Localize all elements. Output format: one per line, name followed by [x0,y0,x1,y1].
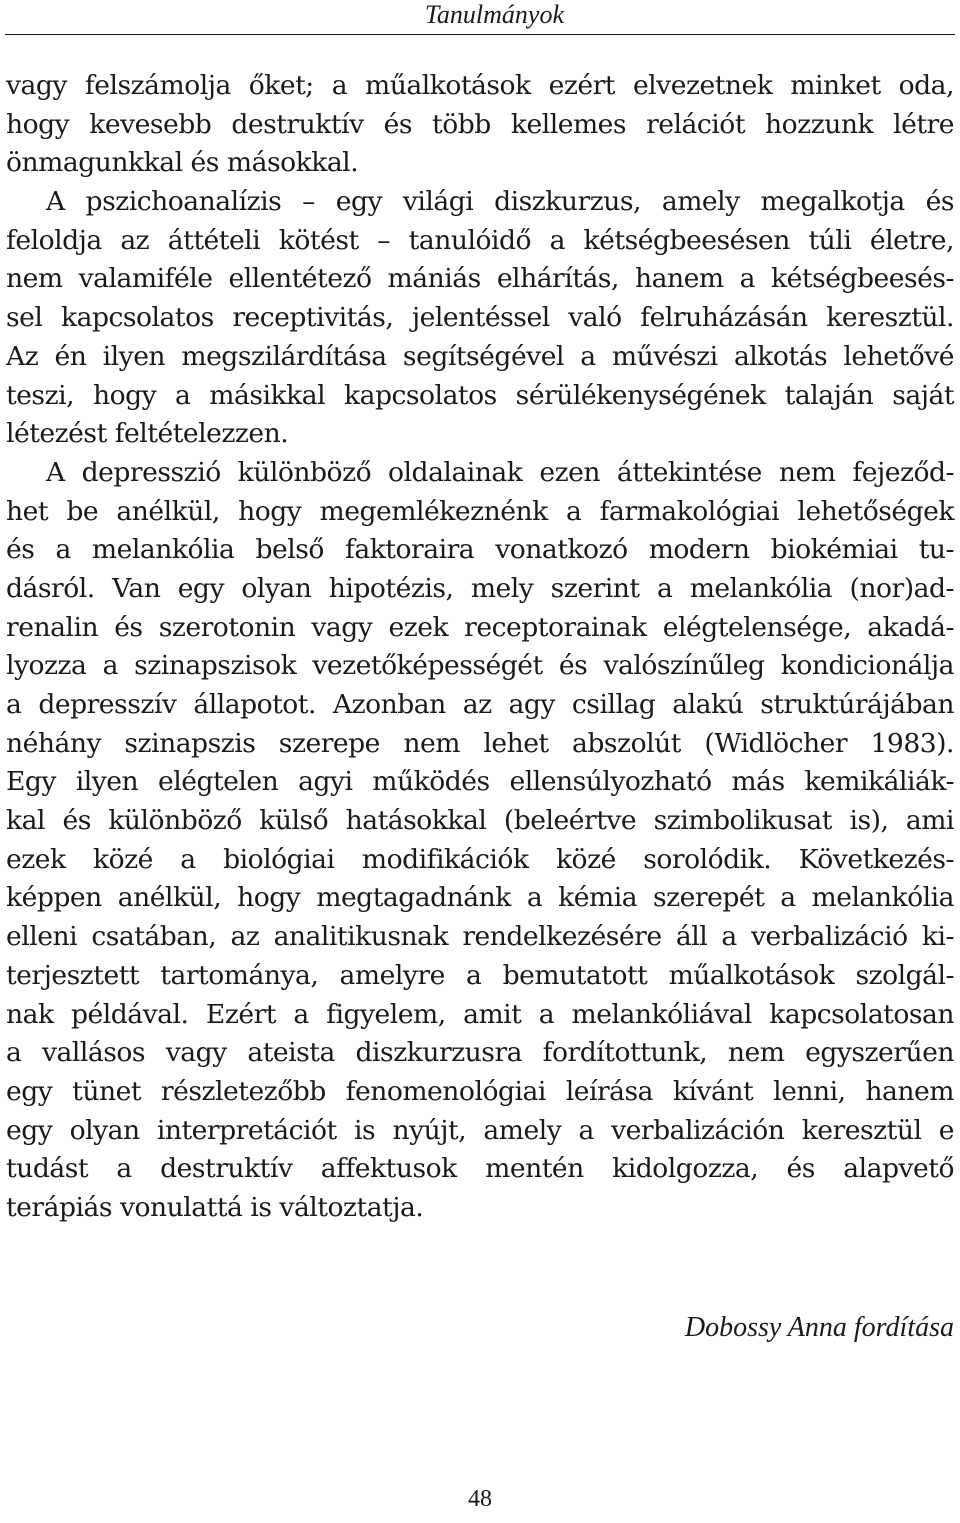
text-line: A depresszió különböző oldalainak ezen áttekintése nem fejeződ- [46,456,954,488]
running-header [0,0,960,34]
text-line: elleni csatában, az analitikusnak rendelkezésére áll a verbalizáció ki- [6,921,954,953]
text-line: teszi, hogy a másikkal kapcsolatos sérülékenységének talaján saját [6,379,954,411]
text-line: kal és különböző külső hatásokkal (beleértve szimbolikusat is), ami [6,805,954,837]
text-line: Egy ilyen elégtelen agyi működés ellensúlyozható más kemikáliák- [6,766,954,798]
text-line: néhány szinapszis szerepe nem lehet abszolút (Widlöcher 1983). [6,727,954,759]
text-line: het be anélkül, hogy megemlékeznénk a farmakológiai lehetőségek [6,495,954,527]
article-body [6,67,954,1228]
text-line: sel kapcsolatos receptivitás, jelentéssel való felruházásán keresztül. [6,302,954,334]
text-line: renalin és szerotonin vagy ezek receptorainak elégtelensége, akadá- [6,611,954,643]
text-line: és a melankólia belső faktoraira vonatkozó modern biokémiai tu- [6,534,954,566]
page-number: 48 [468,1486,492,1512]
text-line: képpen anélkül, hogy megtagadnánk a kémia szerepét a melankólia [6,882,954,914]
header-rule [5,34,955,35]
text-line: Az én ilyen megszilárdítása segítségével a művészi alkotás lehetővé [6,340,954,372]
text-line: vagy felszámolja őket; a műalkotások ezért elvezetnek minket oda, [6,70,954,101]
text-line: nem valamiféle ellentétező mániás elhárítás, hanem a kétségbeesés- [6,263,954,295]
text-line: egy olyan interpretációt is nyújt, amely a verbalizáción keresztül e [6,1114,954,1146]
text-line: A pszichoanalízis – egy világi diszkurzus, amely megalkotja és [46,186,954,218]
text-line: egy tünet részletezőbb fenomenológiai leírása kívánt lenni, hanem [6,1075,954,1107]
text-line: létezést feltételezzen. [6,418,289,450]
text-line: a vallásos vagy ateista diszkurzusra fordítottunk, nem egyszerűen [6,1037,954,1069]
translator-credit: Dobossy Anna fordítása [684,1312,954,1343]
text-line: terápiás vonulattá is változtatja. [6,1191,424,1223]
text-line: tudást a destruktív affektusok mentén kidolgozza, és alapvető [6,1153,954,1185]
text-line: a depresszív állapotot. Azonban az agy csillag alakú struktúrájában [6,689,954,720]
text-line: hogy kevesebb destruktív és több kellemes relációt hozzunk létre [6,108,954,140]
section-title: Tanulmányok [424,0,564,29]
text-line: nak példával. Ezért a figyelem, amit a melankóliával kapcsolatosan [6,998,954,1030]
text-line: ezek közé a biológiai modifikációk közé sorolódik. Következés- [6,843,954,875]
text-line: feloldja az áttételi kötést – tanulóidő a kétségbeesésen túli életre, [6,224,954,256]
text-line: terjesztett tartománya, amelyre a bemutatott műalkotások szolgál- [6,959,954,991]
text-line: dásról. Van egy olyan hipotézis, mely szerint a melankólia (nor)ad- [6,572,954,604]
text-line: lyozza a szinapszisok vezetőképességét és valószínűleg kondicionálja [6,650,954,682]
text-line: önmagunkkal és másokkal. [6,147,359,179]
